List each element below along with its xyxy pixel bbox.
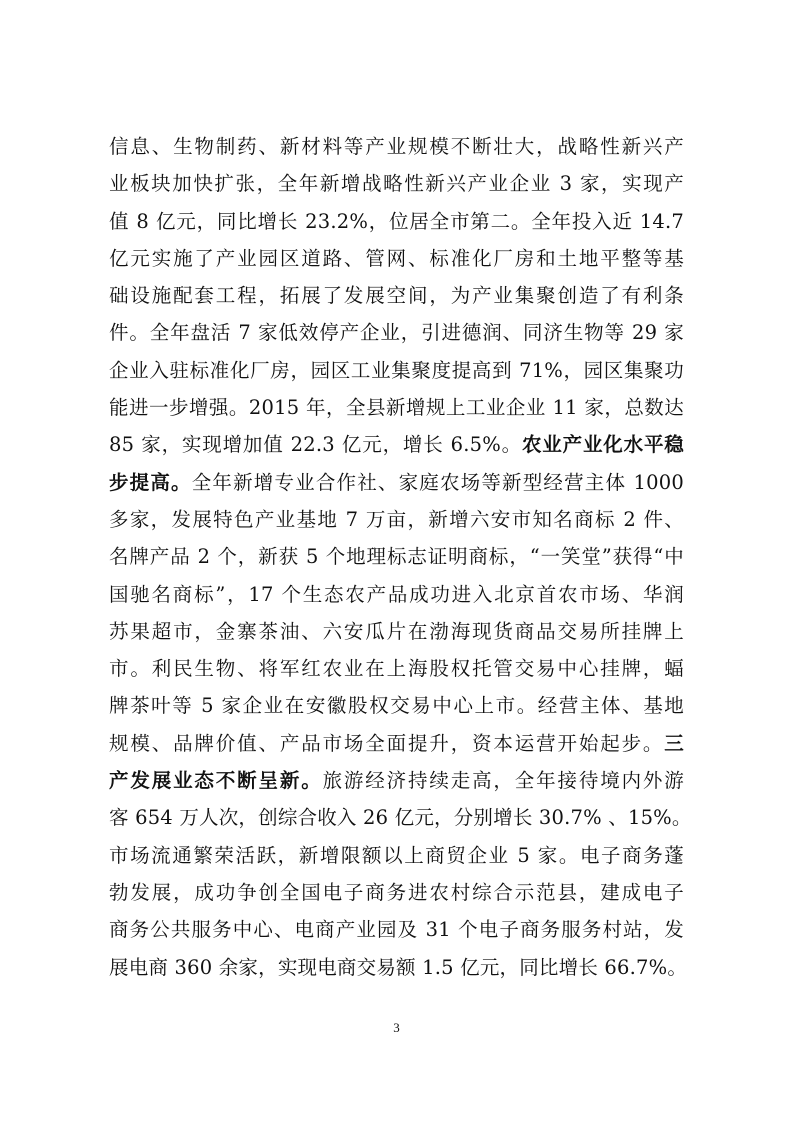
text-line [109,687,684,724]
text-run: 础设施配套工程，拓展了发展空间，为产业集聚创造了有利条 [109,284,684,308]
text-line [109,725,684,762]
text-run: 值 8 亿元，同比增长 23.2%，位居全市第二。全年投入近 14.7 [109,209,684,233]
text-line [109,352,684,389]
text-line [109,650,684,687]
document-body [109,128,692,986]
text-run: 市。利民生物、将军红农业在上海股权托管交易中心挂牌，蝠 [109,657,684,681]
text-line [109,240,684,277]
text-line [109,762,684,799]
text-run: 信息、生物制药、新材料等产业规模不断壮大，战略性新兴产 [109,135,684,158]
text-line [109,165,684,202]
bold-heading-run: 三 [664,731,684,755]
text-line [109,203,684,240]
text-run: 展电商 360 余家，实现电商交易额 1.5 亿元，同比增长 66.7%。 [109,955,688,979]
text-run: 亿元实施了产业园区道路、管网、标准化厂房和土地平整等基 [109,246,684,270]
text-line [109,576,684,613]
page-number: 3 [393,1020,400,1035]
text-run: 全年新增专业合作社、家庭农场等新型经营主体 1000 [191,470,684,494]
text-line [109,314,684,351]
text-line [109,874,684,911]
text-run: 业板块加快扩张，全年新增战略性新兴产业企业 3 家，实现产 [109,172,684,196]
text-line [109,799,692,836]
text-run: 勃发展，成功争创全国电子商务进农村综合示范县，建成电子 [109,880,684,904]
text-line [109,949,688,986]
text-run: 多家，发展特色产业基地 7 万亩，新增六安市知名商标 2 件、 [109,507,684,531]
text-line [109,464,684,501]
text-line [109,911,684,948]
bold-heading-run: 步提高。 [109,470,192,494]
text-line [109,128,684,165]
text-line [109,277,684,314]
text-run: 85 家，实现增加值 22.3 亿元，增长 6.5%。 [109,433,522,457]
text-run: 规模、品牌价值、产品市场全面提升，资本运营开始起步。 [109,731,665,755]
text-run: 苏果超市，金寨茶油、六安瓜片在渤海现货商品交易所挂牌上 [109,619,684,643]
text-line [109,837,684,874]
text-line [109,613,684,650]
text-line [109,501,684,538]
text-run: 件。全年盘活 7 家低效停产企业，引进德润、同济生物等 29 家 [109,321,684,345]
text-run: 能进一步增强。2015 年，全县新增规上工业企业 11 家，总数达 [109,396,684,420]
text-line [109,538,684,575]
text-run: 旅游经济持续走高，全年接待境内外游 [322,769,684,793]
text-run: 牌茶叶等 5 家企业在安徽股权交易中心上市。经营主体、基地 [109,694,684,718]
text-run: 企业入驻标准化厂房，园区工业集聚度提高到 71%，园区集聚功 [109,358,684,382]
text-line [109,426,684,463]
text-run: 商务公共服务中心、电商产业园及 31 个电子商务服务村站，发 [109,918,684,942]
bold-heading-run: 农业产业化水平稳 [521,433,684,457]
text-run: 名牌产品 2 个，新获 5 个地理标志证明商标，“一笑堂”获得“中 [109,545,684,569]
text-run: 客 654 万人次，创综合收入 26 亿元，分别增长 30.7% 、15%。 [109,806,692,830]
text-run: 市场流通繁荣活跃，新增限额以上商贸企业 5 家。电子商务蓬 [109,843,684,867]
text-run: 国驰名商标”，17 个生态农产品成功进入北京首农市场、华润 [109,582,684,606]
bold-heading-run: 产发展业态不断呈新。 [109,769,323,793]
text-line [109,389,684,426]
